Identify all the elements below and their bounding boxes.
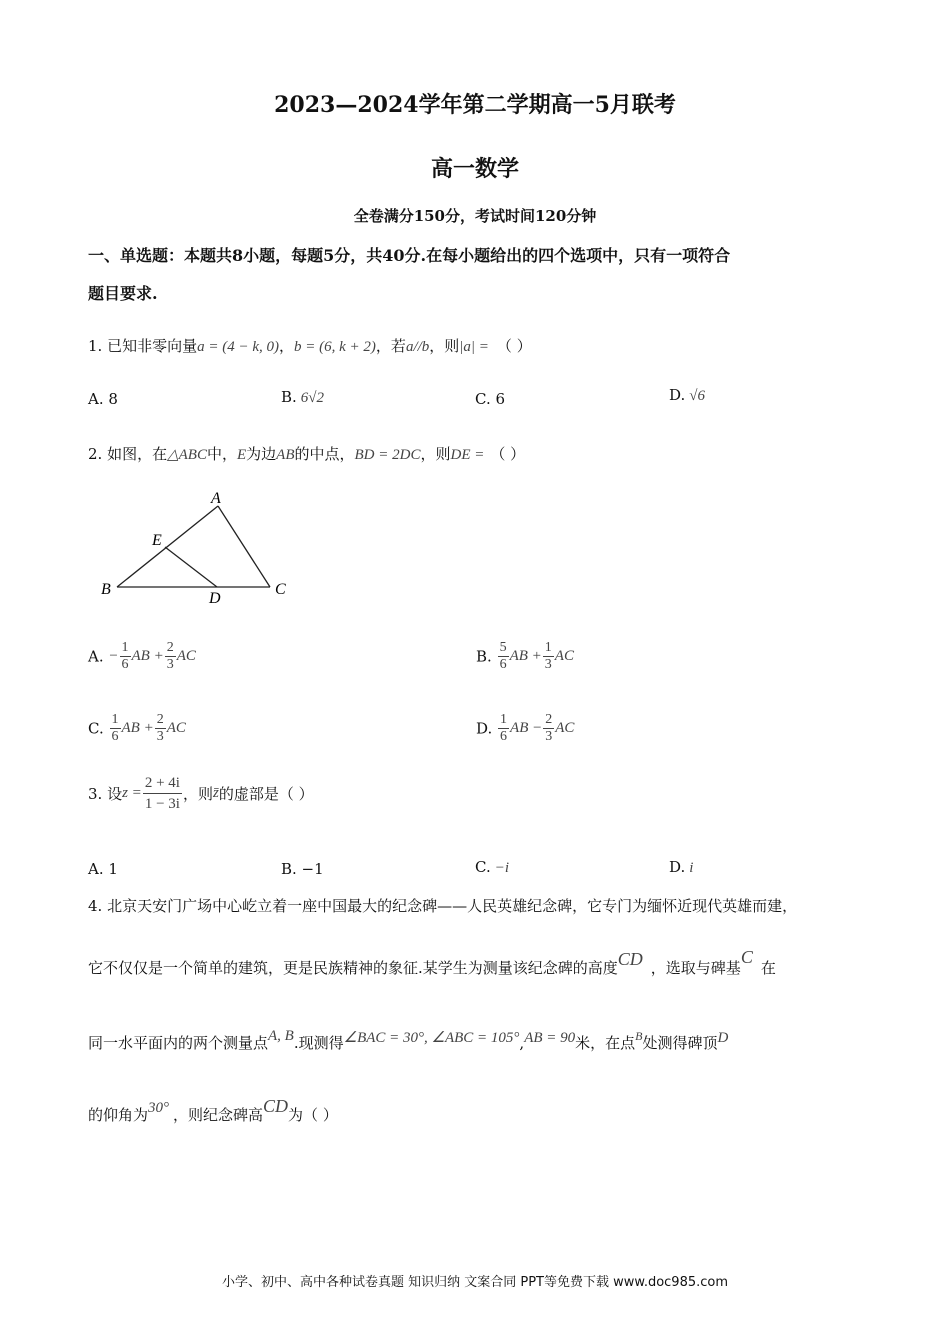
q1-option-c: C. 6 [475,390,506,408]
question-3: 3. 设z = $\frac{2 + 4i}{1 - 3i}$ ，则z̄的虚部是（ ） [88,775,314,812]
q2-option-b: B. $\frac{5}{6}$ AB + $\frac{1}{3}$ AC [476,640,574,672]
label-c: C [275,581,286,598]
label-b: B [101,581,111,598]
q2-relation: BD = 2DC [354,447,421,463]
q1-prefix: 1. 已知非零向量 [88,337,198,355]
label-a: A [211,490,221,507]
q1-paren: （ ） [496,337,532,355]
section1-heading-line2: 题目要求. [88,284,158,303]
q1-option-b: B. 6√2 [281,388,325,406]
label-e: E [152,532,162,549]
q2-option-c: C. $\frac{1}{6}$ AB + $\frac{2}{3}$ AC [88,712,186,744]
q3-option-a: A. 1 [88,860,118,878]
q1-option-a: A. 8 [88,390,118,408]
q2-option-d: D. $\frac{1}{6}$ AB − $\frac{2}{3}$ AC [476,712,575,744]
q1-sep3: ，则 [429,337,460,355]
section1-heading-line1: 一、单选题：本题共8小题，每题5分，共40分.在每小题给出的四个选项中，只有一项符合 [88,246,731,265]
label-d: D [209,590,221,607]
q1-condition: a//b [405,339,430,355]
question-1 [88,335,532,356]
q1-vector-b: b = (6, k + 2) [294,339,376,355]
segment-ed [165,547,217,587]
q1-ask: |a| = [459,339,489,355]
page-footer: 小学、初中、高中各种试卷真题 知识归纳 文案合同 PPT等免费下载 www.doc985.com [221,1275,729,1290]
exam-info: 全卷满分150分，考试时间120分钟 [353,207,597,225]
q3-option-c: C. −i [475,858,510,876]
question-4-line2: 它不仅仅是一个简单的建筑，更是民族精神的象征.某学生为测量该纪念碑的高度CD ，选取与碑基C在 [88,947,776,977]
q1-sep2: ，若 [375,337,406,355]
q2-option-a: A. − $\frac{1}{6}$ AB + $\frac{2}{3}$ AC [88,640,196,672]
exam-title: 2023—2024学年第二学期高一5月联考 [274,92,676,118]
q2-triangle: △ABC [167,447,207,463]
question-4-line1: 4. 北京天安门广场中心屹立着一座中国最大的纪念碑——人民英雄纪念碑，它专门为缅怀近现代英雄而建， [88,897,798,915]
q1-vector-a: a = (4 − k, 0) [197,339,279,355]
q3-option-b: B. −1 [281,860,324,878]
q1-sep1: ， [279,337,295,355]
q1-option-d: D. √6 [669,386,705,404]
question-4-line3: 同一水平面内的两个测量点A, B.现测得∠BAC = 30°, ∠ABC = 105°,AB = 90米，在点$^B$处测得碑顶D [88,1028,729,1052]
edge-ba [117,506,218,587]
question-2: 2. 如图，在△ABC中，E为边AB的中点，BD = 2DC，则DE = （ ） [88,445,526,463]
subject-title: 高一数学 [430,156,519,182]
triangle-figure [95,488,295,608]
q3-option-d: D. i [669,858,694,876]
question-4-line4: 的仰角为30° ，则纪念碑高CD为（ ） [88,1096,338,1124]
edge-ac [218,506,270,587]
